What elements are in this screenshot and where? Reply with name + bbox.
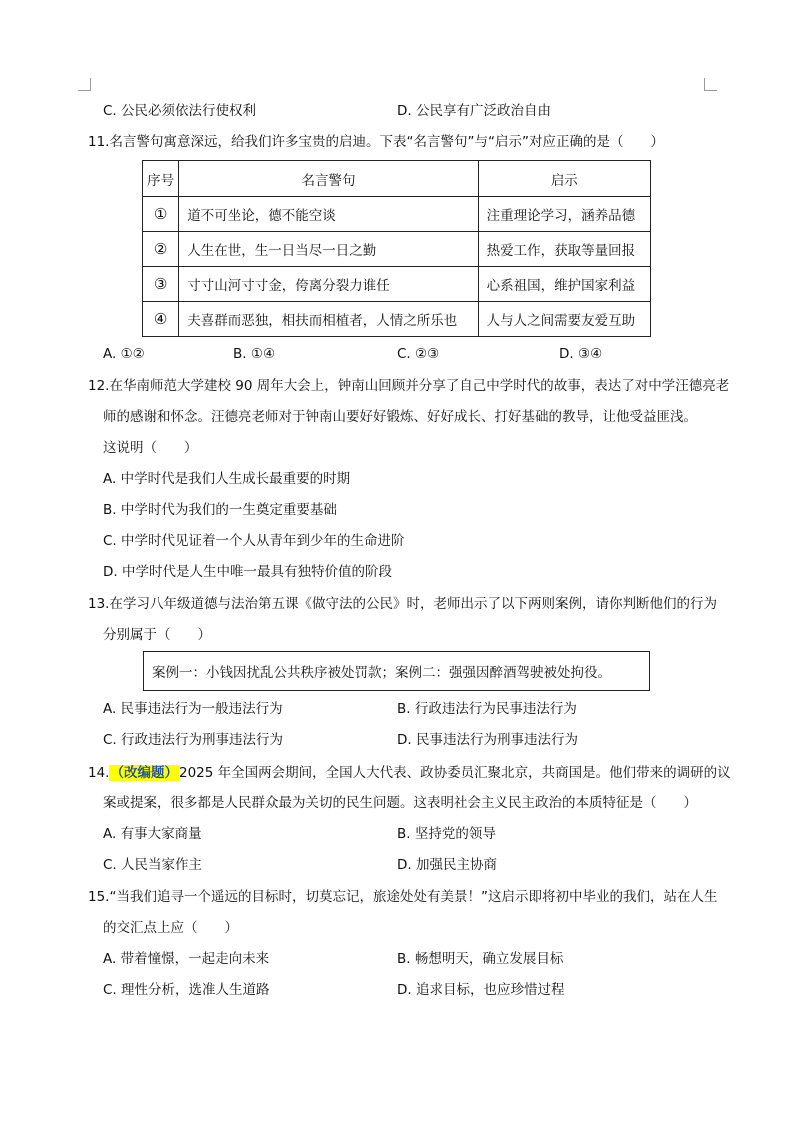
row-no: ②	[143, 232, 179, 267]
prev-option-d: D. 公民享有广泛政治自由	[397, 103, 551, 119]
header-insight: 启示	[478, 161, 650, 197]
q11-option-d: D. ③④	[559, 346, 603, 362]
q15-option-a: A. 带着憧憬，一起走向未来	[103, 951, 270, 967]
q12-option-b: B. 中学时代为我们的一生奠定重要基础	[103, 502, 337, 518]
table-row	[143, 197, 651, 232]
q14-option-b: B. 坚持党的领导	[397, 826, 496, 842]
q13-option-b: B. 行政违法行为民事违法行为	[397, 701, 577, 717]
q15-option-b: B. 畅想明天，确立发展目标	[397, 951, 564, 967]
row-insight: 心系祖国，维护国家利益	[478, 267, 650, 302]
q13-option-a: A. 民事违法行为一般违法行为	[103, 701, 283, 717]
row-quote: 夫喜群而恶独，相扶而相植者，人情之所乐也	[179, 302, 478, 337]
prev-option-c: C. 公民必须依法行使权利	[103, 103, 257, 119]
q11-option-c: C. ②③	[397, 346, 440, 362]
q13-option-d: D. 民事违法行为刑事违法行为	[397, 732, 578, 748]
q11-table	[142, 160, 651, 337]
crop-mark-top-right	[704, 78, 717, 91]
q13-case-box	[143, 651, 650, 691]
header-no: 序号	[143, 161, 179, 197]
q14-number: 14.	[88, 765, 110, 781]
q11-option-a: A. ①②	[103, 346, 145, 362]
q12-option-c: C. 中学时代见证着一个人从青年到少年的生命进阶	[103, 533, 405, 549]
q15-stem-line2: 的交汇点上应（ ）	[103, 920, 238, 936]
q11-stem: 11.名言警句寓意深远，给我们许多宝贵的启迪。下表“名言警句”与“启示”对应正确的是（ ）	[88, 134, 664, 150]
row-insight: 注重理论学习，涵养品德	[478, 197, 650, 232]
adapted-question-tag: （改编题）	[110, 765, 178, 781]
row-quote: 道不可坐论，德不能空谈	[179, 197, 478, 232]
q12-stem-line2: 师的感谢和怀念。汪德亮老师对于钟南山要好好锻炼、好好成长、打好基础的教导，让他受益匪浅。	[103, 409, 697, 425]
q14-stem-line1	[88, 767, 731, 781]
q13-stem-line1: 13.在学习八年级道德与法治第五课《做守法的公民》时，老师出示了以下两则案例，请你判断他们的行为	[88, 596, 717, 612]
q14-option-c: C. 人民当家作主	[103, 857, 203, 873]
q14-stem-line2: 案或提案，很多都是人民群众最为关切的民生问题。这表明社会主义民主政治的本质特征是（ ）	[103, 795, 697, 811]
row-quote: 寸寸山河寸寸金，侉离分裂力谁任	[179, 267, 478, 302]
q11-option-b: B. ①④	[233, 346, 276, 362]
q14-stem-line1-text: 2025 年全国两会期间，全国人大代表、政协委员汇聚北京，共商国是。他们带来的调研的议	[178, 765, 731, 781]
row-no: ③	[143, 267, 179, 302]
q12-option-a: A. 中学时代是我们人生成长最重要的时期	[103, 471, 351, 487]
table-row	[143, 302, 651, 337]
row-insight: 人与人之间需要友爱互助	[478, 302, 650, 337]
q15-option-d: D. 追求目标，也应珍惜过程	[397, 982, 565, 998]
table-row	[143, 267, 651, 302]
q13-stem-line2: 分别属于（ ）	[103, 627, 211, 643]
table-header-row	[143, 161, 651, 197]
row-quote: 人生在世，生一日当尽一日之勤	[179, 232, 478, 267]
q15-stem-line1: 15.“当我们追寻一个遥远的目标时，切莫忘记，旅途处处有美景！”这启示即将初中毕业的我们，站在人生	[88, 889, 718, 905]
q14-option-a: A. 有事大家商量	[103, 826, 202, 842]
q13-case-text: 案例一：小钱因扰乱公共秩序被处罚款；案例二：强强因醉酒驾驶被处拘役。	[152, 665, 611, 681]
table-row	[143, 232, 651, 267]
q14-option-d: D. 加强民主协商	[397, 857, 497, 873]
row-no: ④	[143, 302, 179, 337]
q12-option-d: D. 中学时代是人生中唯一最具有独特价值的阶段	[103, 564, 392, 580]
row-no: ①	[143, 197, 179, 232]
crop-mark-top-left	[78, 78, 91, 91]
row-insight: 热爱工作，获取等量回报	[478, 232, 650, 267]
q12-stem-line1: 12.在华南师范大学建校 90 周年大会上，钟南山回顾并分享了自己中学时代的故事，表达了对中学汪德亮老	[88, 378, 730, 394]
q12-stem-line3: 这说明（ ）	[103, 440, 198, 456]
q15-option-c: C. 理性分析，选准人生道路	[103, 982, 270, 998]
header-quote: 名言警句	[179, 161, 478, 197]
q13-option-c: C. 行政违法行为刑事违法行为	[103, 732, 284, 748]
